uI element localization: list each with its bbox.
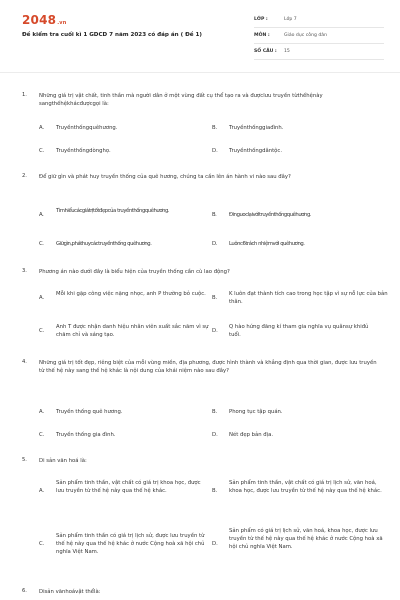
question-text: Những giá trị tốt đẹp, riêng biệt của mỗi vùng miền, địa phương, được hình thành và khẳng định qua thời gian, được lưu truyền từ thế hệ này sang thế hệ khác là nội dung của khái niệm nào sau đây? [39,360,377,375]
option-letter: B. [212,488,218,494]
question-3 [22,268,386,348]
question-number: 1. [22,92,27,98]
option-letter: D. [212,541,218,547]
document-title: Đề kiểm tra cuối kì 1 GDCD 7 năm 2023 có đáp án ( Đề 1) [22,32,202,38]
meta-key: MÔN : [254,33,270,38]
question-6 [22,588,386,600]
option-text: Truyềnthốngquêhương. [56,125,118,131]
question-4 [22,359,386,444]
option-letter: D. [212,241,217,247]
option-text: Mỗi khi gặp công việc nặng nhọc, anh P thường bỏ cuộc. [56,291,206,297]
meta-value: Lớp 7 [284,17,297,22]
meta-row-count [254,44,384,60]
option-text: Truyền thống quê hương. [56,409,123,415]
option-text: Giữgìn,pháthuycáctruyềnthống quêhương. [56,241,152,247]
question-text: Những giá trị vật chất, tinh thần mà người dân ở một vùng đất cụ thể tạo ra và đượclưu truyền từthếhệnày sangthếhệkhácđượcgọi là: [39,93,323,108]
meta-row-class [254,12,384,28]
option-letter: B. [212,212,217,218]
option-text: Phong tục tập quán. [229,409,283,415]
option-letter: C. [39,148,45,154]
option-text: Luônc6trách nhiệmvới quêhương. [229,241,305,247]
option-letter: B. [212,125,218,131]
option-text: Sản phẩm tinh thần, vật chất có giá trị lịch sử, văn hoá, khoa học, được lưu truyền từ thế hệ này qua thế hệ khác. [229,480,382,494]
option-letter: C. [39,432,45,438]
meta-row-subject [254,28,384,44]
option-letter: A. [39,212,44,218]
question-number: 3. [22,268,27,274]
option-text: Anh T được nhận danh hiệu nhân viên xuất sắc năm vì sự chăm chỉ và sáng tạo. [56,324,209,338]
option-text: Truyềnthốngdântộc. [229,148,283,154]
option-letter: C. [39,541,45,547]
site-logo[interactable] [22,13,67,27]
meta-key: LỚP : [254,17,268,22]
option-text: Sản phẩm tinh thần có giá trị lịch sử, được lưu truyền từ thế hệ này qua thế hệ khác ở nước Cộng hoà xã hội chủ nghĩa Việt Nam. [56,533,205,555]
option-text: Truyềnthốngdònghọ. [56,148,111,154]
option-letter: B. [212,295,218,301]
option-letter: D. [212,148,218,154]
option-text: Q hào hứng đăng kí tham gia nghĩa vụ quânsự khiđủ tuổi. [229,324,369,338]
question-5 [22,457,386,577]
meta-table [254,12,384,60]
question-1 [22,92,386,162]
option-letter: A. [39,125,45,131]
option-letter: C. [39,328,45,334]
option-letter: A. [39,488,45,494]
question-number: 4. [22,359,27,365]
meta-value: Giáo dục công dân [284,33,328,38]
question-number: 2. [22,173,27,179]
option-text: Truyềnthốnggiađình. [229,125,284,131]
option-text: K luôn đạt thành tích cao trong học tập vì sự nỗ lực của bản thân. [229,291,388,305]
header-divider [0,72,400,73]
logo-main: 2048 [22,13,57,27]
header [0,0,400,70]
question-number: 5. [22,457,27,463]
option-text: Truyền thống gia đình. [56,432,116,438]
question-text: Để giữ gìn và phát huy truyền thống của quê hương, chúng ta cần lên án hành vi nào sau đây? [39,174,291,180]
meta-key: SỐ CÂU : [254,49,277,54]
meta-value: 15 [284,49,290,54]
option-text: Tìmhiểucácgiátrịtốtđẹpcủa truyềnthốngquêhương. [56,208,170,214]
option-letter: D. [212,328,218,334]
option-letter: A. [39,295,45,301]
option-text: Nét đẹp bản địa. [229,432,274,438]
logo-suffix: .vn [57,20,67,26]
question-number: 6. [22,588,27,594]
option-letter: A. [39,409,45,415]
option-letter: C. [39,241,44,247]
option-text: Đinguoclạivớitruyềnthốngquêhương. [229,212,312,218]
question-text: Di sản văn hoá là: [39,458,87,464]
option-letter: D. [212,432,218,438]
option-text: Sản phẩm có giá trị lịch sử, văn hoá, khoa học, được lưu truyền từ thế hệ này qua thế hệ khác ở nước Cộng hoà xã hội chủ nghĩa Việt Nam. [229,528,383,550]
option-letter: B. [212,409,218,415]
question-text: Disản vănhoávật thểlà: [39,589,101,595]
question-2 [22,173,386,255]
question-text: Phương án nào dưới đây là biểu hiện của truyền thống cần cù lao động? [39,269,230,275]
option-text: Sản phẩm tinh thần, vật chất có giá trị khoa học, được lưu truyền từ thế hệ này qua thế hệ khác. [56,480,201,494]
